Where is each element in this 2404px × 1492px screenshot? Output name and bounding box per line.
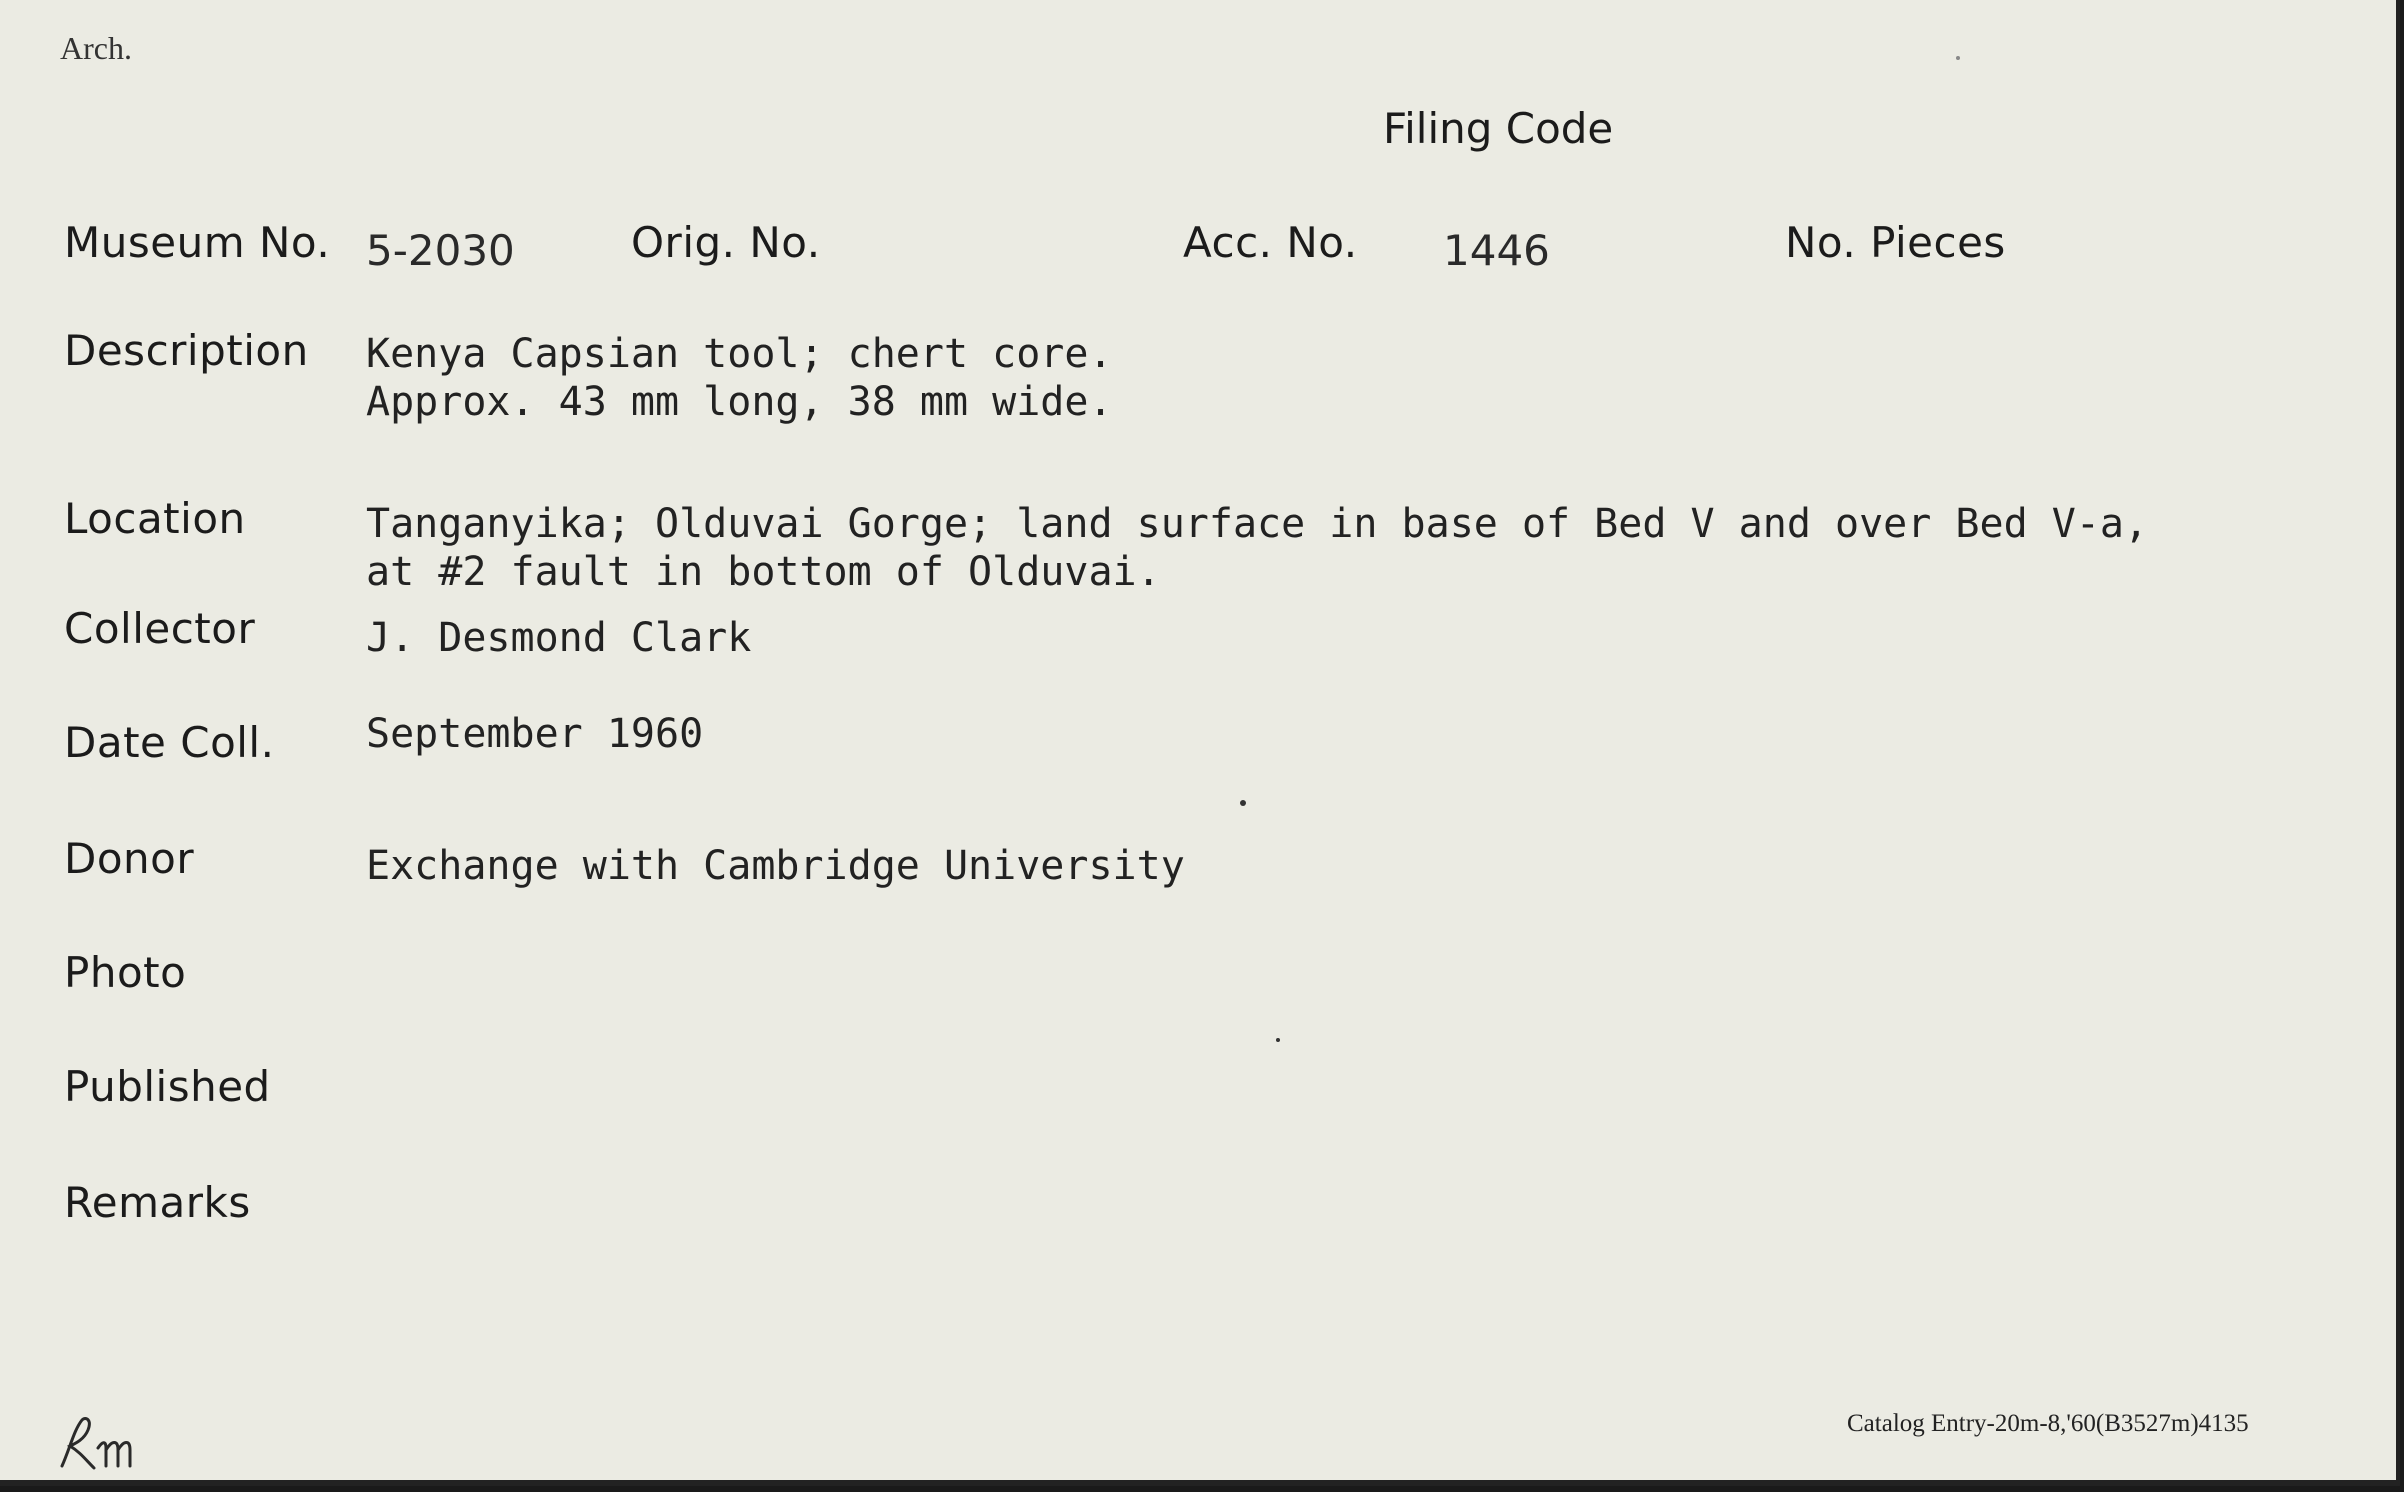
museum-no-label: Museum No. [64, 218, 331, 267]
speck [1276, 1038, 1280, 1042]
acc-no-value: 1446 [1443, 226, 1550, 275]
description-line-2: Approx. 43 mm long, 38 mm wide. [366, 379, 1113, 425]
speck [1956, 56, 1960, 60]
collector-label: Collector [64, 604, 256, 653]
catalog-footer: Catalog Entry-20m-8,'60(B3527m)4135 [1847, 1410, 2249, 1437]
collector-value: J. Desmond Clark [366, 615, 752, 661]
filing-code-label: Filing Code [1383, 104, 1614, 153]
location-line-1: Tanganyika; Olduvai Gorge; land surface in base of Bed V and over Bed V-a, [366, 501, 2149, 547]
speck [1240, 800, 1246, 806]
description-line-1: Kenya Capsian tool; chert core. [366, 331, 1113, 377]
donor-label: Donor [64, 834, 195, 883]
date-coll-label: Date Coll. [64, 718, 275, 767]
photo-label: Photo [64, 948, 187, 997]
date-coll-value: September 1960 [366, 711, 704, 757]
location-line-2: at #2 fault in bottom of Olduvai. [366, 549, 1161, 595]
location-label: Location [64, 494, 246, 543]
header-note: Arch. [60, 30, 132, 66]
acc-no-label: Acc. No. [1183, 218, 1358, 267]
no-pieces-label: No. Pieces [1785, 218, 2006, 267]
handwritten-initials [56, 1408, 146, 1478]
remarks-label: Remarks [64, 1178, 251, 1227]
published-label: Published [64, 1062, 271, 1111]
description-label: Description [64, 326, 309, 375]
donor-value: Exchange with Cambridge University [366, 843, 1185, 889]
museum-no-value: 5-2030 [366, 226, 515, 275]
orig-no-label: Orig. No. [631, 218, 821, 267]
